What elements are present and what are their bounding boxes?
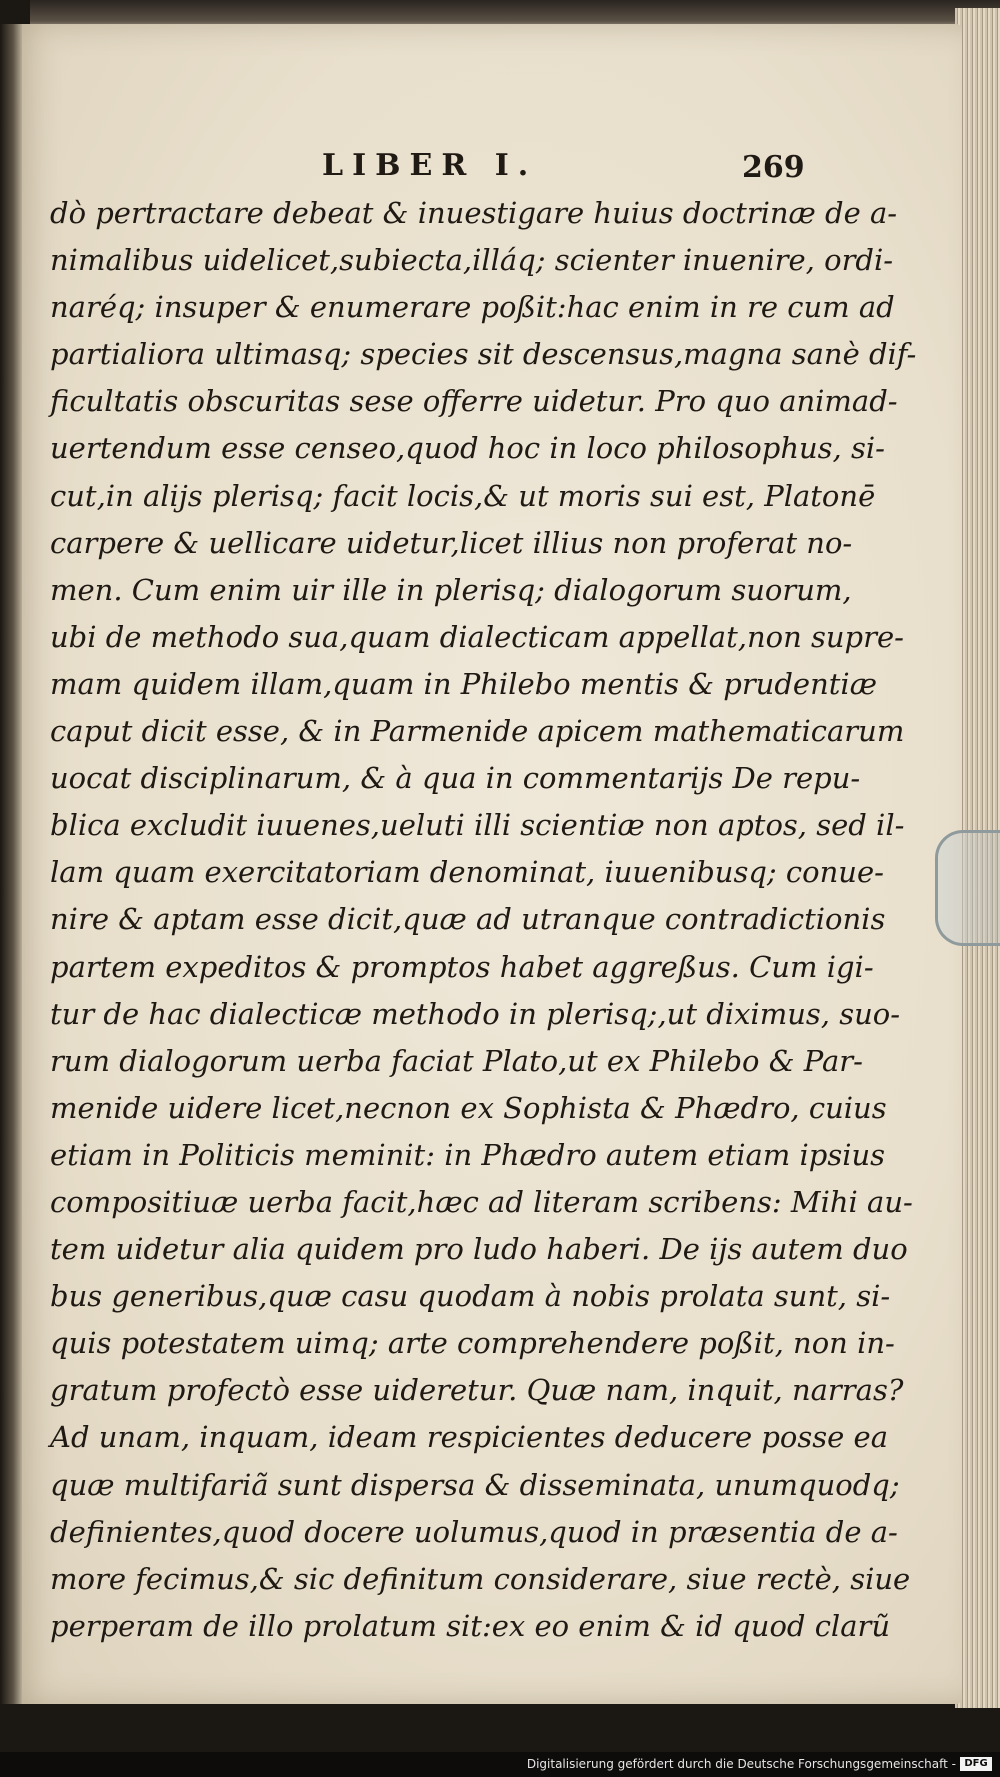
text-line: tur de hac dialecticæ methodo in plerisq;,ut diximus, suo-	[50, 996, 901, 1031]
running-head	[0, 148, 1000, 188]
text-line: gratum profectò esse uideretur. Quæ nam, inquit, narras?	[50, 1373, 904, 1408]
text-line: menide uidere licet,necnon ex Sophista & Phædro, cuius	[50, 1090, 887, 1125]
text-line: partem expeditos & promptos habet aggreßus. Cum igi-	[50, 949, 874, 984]
text-line: lam quam exercitatoriam denominat, iuuenibusq; conue-	[50, 855, 884, 890]
text-line: rum dialogorum uerba faciat Plato,ut ex Philebo & Par-	[50, 1043, 863, 1078]
text-line: cut,in alijs plerisq; facit locis,& ut moris sui est, Platonē	[50, 478, 876, 513]
text-line: compositiuæ uerba facit,hæc ad literam scribens: Mihi au-	[50, 1184, 913, 1219]
page-number: 269	[742, 150, 805, 185]
text-line: tem uidetur alia quidem pro ludo haberi. De ijs autem duo	[50, 1232, 908, 1267]
digitization-footer	[0, 1752, 1000, 1777]
text-line: perperam de illo prolatum sit:ex eo enim & id quod clarũ	[50, 1608, 891, 1643]
text-line: blica excludit iuuenes,ueluti illi scientiæ non aptos, sed il-	[50, 808, 905, 843]
body-text	[50, 190, 917, 1650]
footer-credit: Digitalisierung gefördert durch die Deutsche Forschungsgemeinschaft -	[526, 1757, 956, 1771]
text-line: naréq; insuper & enumerare poßit:hac enim in re cum ad	[50, 290, 895, 325]
text-line: men. Cum enim uir ille in plerisq; dialogorum suorum,	[50, 572, 852, 607]
running-head-title: LIBER I.	[322, 148, 538, 183]
page-clip-tab	[935, 830, 1000, 946]
text-line: quæ multifariã sunt dispersa & disseminata, unumquodq;	[50, 1467, 900, 1502]
text-line: carpere & uellicare uidetur,licet illius non proferat no-	[50, 525, 853, 560]
text-line: bus generibus,quæ casu quodam à nobis prolata sunt, si-	[50, 1279, 891, 1314]
text-line: ubi de methodo sua,quam dialecticam appellat,non supre-	[50, 619, 904, 654]
text-line: partialiora ultimasq; species sit descensus,magna sanè dif-	[50, 337, 917, 372]
text-line: nire & aptam esse dicit,quæ ad utranque contradictionis	[50, 902, 886, 937]
text-line: quis potestatem uimq; arte comprehendere poßit, non in-	[50, 1326, 895, 1361]
book-gutter	[0, 24, 22, 1704]
text-line: nimalibus uidelicet,subiecta,illáq; scienter inuenire, ordi-	[50, 243, 894, 278]
dfg-logo-icon: DFG	[960, 1757, 992, 1771]
text-line: Ad unam, inquam, ideam respicientes deducere posse ea	[50, 1420, 888, 1455]
text-line: definientes,quod docere uolumus,quod in præsentia de a-	[50, 1514, 898, 1549]
text-line: uocat disciplinarum, & à qua in commentarijs De repu-	[50, 761, 861, 796]
text-line: etiam in Politicis meminit: in Phædro autem etiam ipsius	[50, 1137, 886, 1172]
text-line: ficultatis obscuritas sese offerre uidetur. Pro quo animad-	[50, 384, 898, 419]
text-line: caput dicit esse, & in Parmenide apicem mathematicarum	[50, 714, 905, 749]
text-line: dò pertractare debeat & inuestigare huius doctrinæ de a-	[50, 196, 898, 230]
text-line: uertendum esse censeo,quod hoc in loco philosophus, si-	[50, 431, 885, 466]
text-line: mam quidem illam,quam in Philebo mentis & prudentiæ	[50, 666, 877, 701]
text-line: more fecimus,& sic definitum considerare, siue rectè, siue	[50, 1561, 911, 1596]
